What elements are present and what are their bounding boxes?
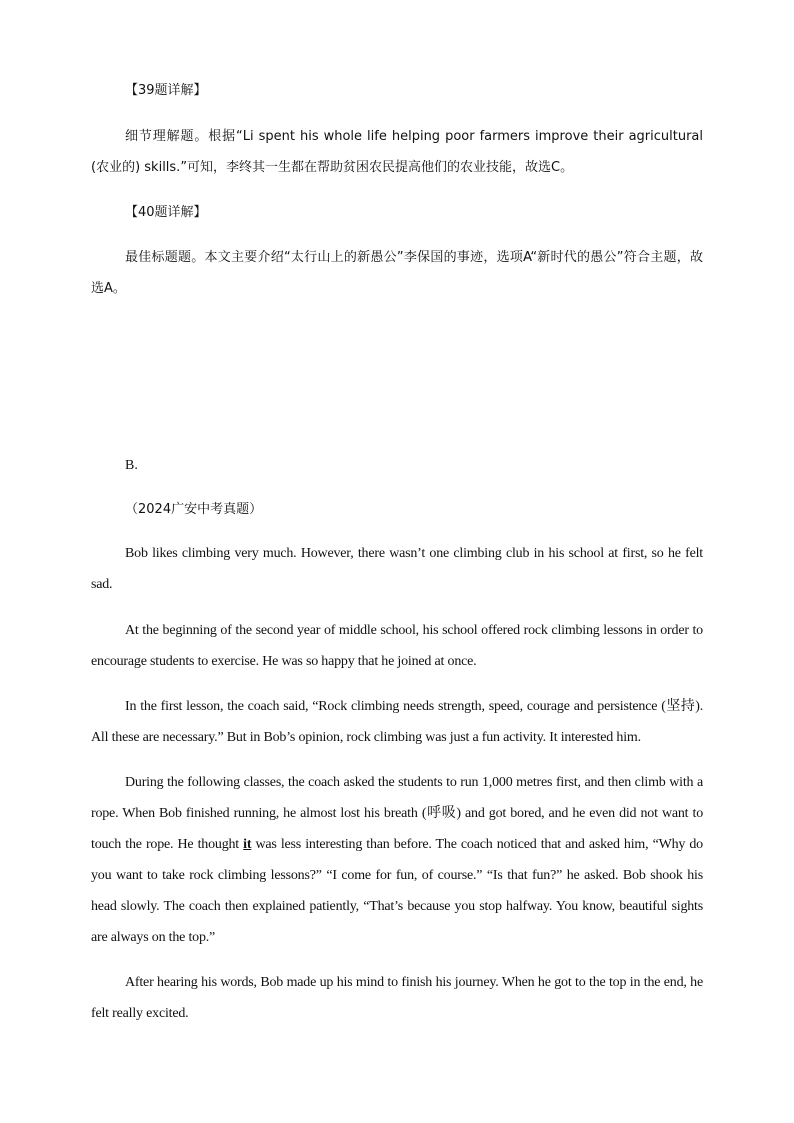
q40-explanation: 最佳标题题。本文主要介绍“太行山上的新愚公”李保国的事迹，选项A“新时代的愚公”符合主题，故选A。 xyxy=(91,250,703,296)
passage-letter: B. xyxy=(125,458,138,473)
q39-heading: 【39题详解】 xyxy=(125,83,207,98)
passage-paragraph-1: Bob likes climbing very much. However, there wasn’t one climbing club in his school at first, so he felt sad. xyxy=(91,546,703,592)
passage-paragraph-3: In the first lesson, the coach said, “Rock climbing needs strength, speed, courage and persistence (坚持). All these are necessary.” But in Bob’s opinion, rock climbing was just a fun activity. It interested him. xyxy=(91,699,703,745)
passage-paragraph-2: At the beginning of the second year of middle school, his school offered rock climbing lessons in order to encourage students to exercise. He was so happy that he joined at once. xyxy=(91,623,703,669)
q40-heading: 【40题详解】 xyxy=(125,205,207,220)
paragraph-4-text-end: was less interesting than before. The coach noticed that and asked him, “Why do you want to take rock climbing lessons?” “I come for fun, of course.” “Is that fun?” he asked. Bob shook his head slowly. The coach then explained patiently, “That’s because you stop halfway. You know, beautiful sights are always on the top.” xyxy=(91,837,703,945)
passage-source: （2024广安中考真题） xyxy=(125,502,263,517)
underlined-word: it xyxy=(243,837,252,852)
q39-explanation: 细节理解题。根据“Li spent his whole life helping poor farmers improve their agricultural (农业的) skills.”可知，李终其一生都在帮助贫困农民提高他们的农业技能，故选C。 xyxy=(91,129,703,175)
paragraph-4-text-start: During the following classes, the coach asked the students to run 1,000 metres first, and then climb with a rope. When Bob finished running, he almost lost his breath (呼吸) and got bored, and he even did not want to touch the rope. He thought xyxy=(91,775,703,852)
passage-paragraph-5: After hearing his words, Bob made up his mind to finish his journey. When he got to the top in the end, he felt really excited. xyxy=(91,975,703,1021)
passage-paragraph-4 xyxy=(91,767,703,953)
